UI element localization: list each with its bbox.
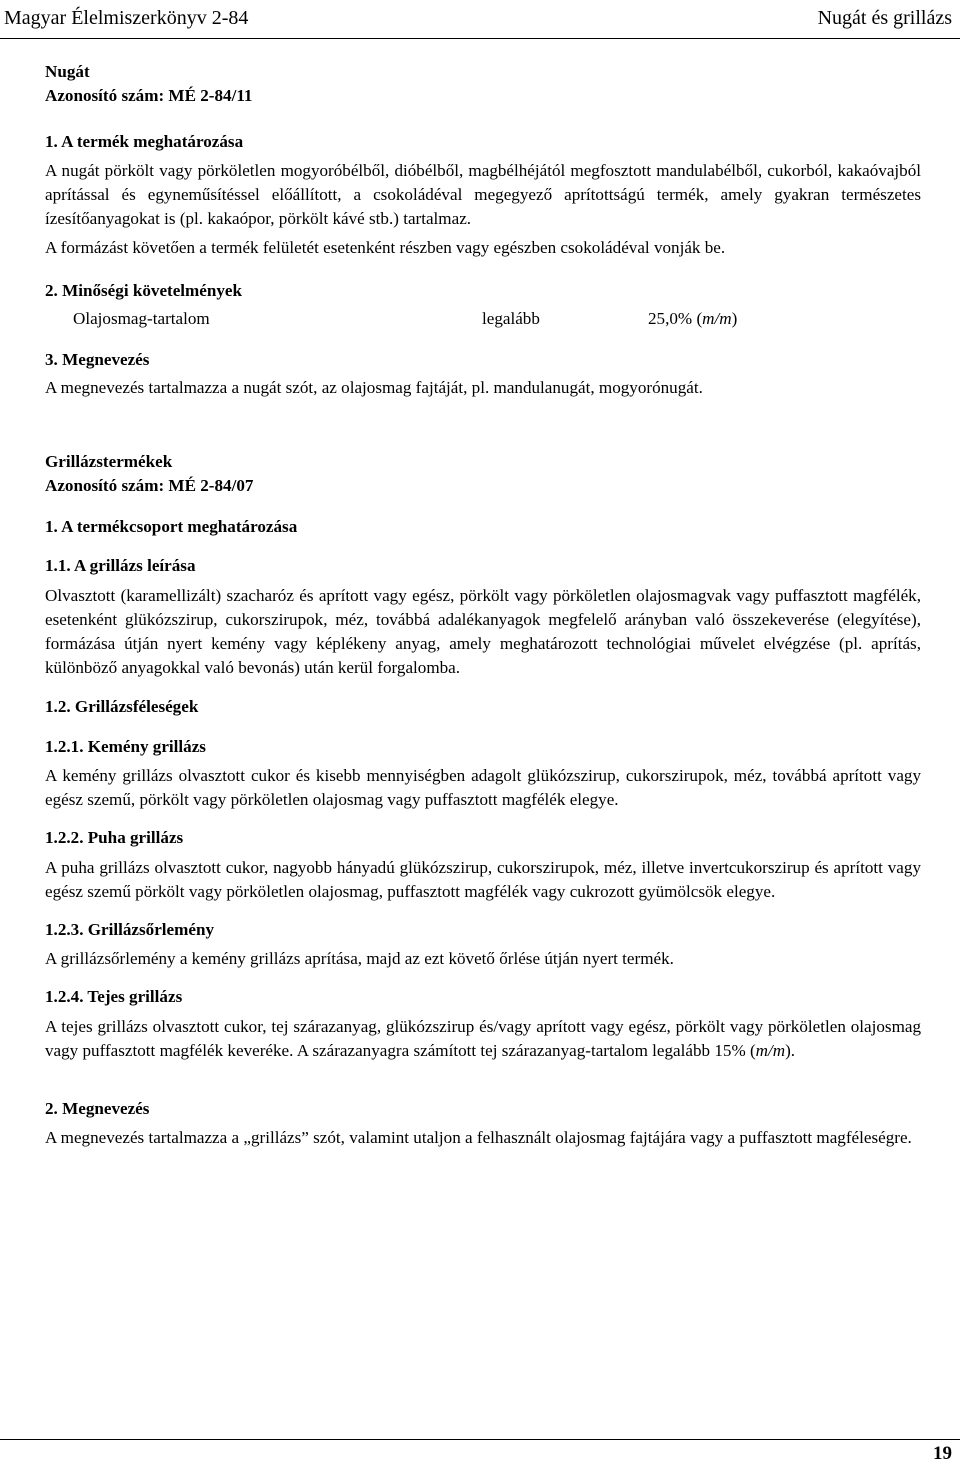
nugat-definition-paragraph: A nugát pörkölt vagy pörköletlen mogyoróbélből, dióbélből, magbélhéjától megfosztott mandulabélből, cukorból, kakaóvajból aprítással és egyneműsítéssel előállított, a csokoládéval megegyező aprítottságú termék, amely gyakran természetes ízesítőanyagokat is (pl. kakaópor, pörkölt kávé stb.) tartalmaz. xyxy=(45,160,921,229)
nugat-title: Nugát xyxy=(45,62,90,81)
grillazs-id: Azonosító szám: MÉ 2-84/07 xyxy=(45,476,254,496)
nugat-coating-paragraph: A formázást követően a termék felületét esetenként részben vagy egészben csokoládéval vonják be. xyxy=(45,238,726,258)
running-header xyxy=(0,0,960,39)
nugat-section1-heading: 1. A termék meghatározása xyxy=(45,132,244,152)
grillazs-section12-heading: 1.2. Grillázsféleségek xyxy=(45,696,199,716)
footer-divider xyxy=(0,1439,960,1440)
grillazs-section1-heading: 1. A termékcsoport meghatározása xyxy=(45,517,298,537)
requirement-operator: legalább xyxy=(482,308,540,328)
grillazs-section122-heading: 1.2.2. Puha grillázs xyxy=(45,828,184,848)
soft-grillazs-paragraph: A puha grillázs olvasztott cukor, nagyobb hányadú glükózszirup, cukorszirupok, méz, illetve invertcukorszirup és aprított vagy egész szemű pörkölt vagy pörköletlen olajosmag, puffasztott magfélék vagy cukrozott gyümölcsök elegye. xyxy=(45,857,921,901)
requirement-name: Olajosmag-tartalom xyxy=(73,308,210,328)
grillazs-section123-heading: 1.2.3. Grillázsőrlemény xyxy=(45,920,215,940)
quality-requirement-row xyxy=(45,306,921,332)
grillazs-naming-paragraph: A megnevezés tartalmazza a „grillázs” szót, valamint utaljon a felhasznált olajosmag fajtájára vagy a puffasztott magféleségre. xyxy=(45,1128,912,1148)
nugat-id: Azonosító szám: MÉ 2-84/11 xyxy=(45,86,253,106)
nugat-section2-heading: 2. Minőségi követelmények xyxy=(45,281,243,301)
grillazs-section2-heading: 2. Megnevezés xyxy=(45,1099,150,1119)
grillazs-description-paragraph: Olvasztott (karamellizált) szacharóz és aprított vagy egész, pörkölt vagy pörköletlen olajosmagvak vagy puffasztott magfélék, esetenként glükózszirup, cukorszirupok, méz, továbbá adalékanyagok megfelelő arányban való összekeverése (elegyítése), formázása útján nyert kemény vagy képlékeny anyag, amely meghatározott technológiai művelet elvégzése (pl. aprítás, különböző anyagokkal való bevonás) után kerül forgalomba. xyxy=(45,585,921,678)
hard-grillazs-paragraph: A kemény grillázs olvasztott cukor és kisebb mennyiségben adagolt glükózszirup, cukorszirupok, méz, továbbá aprított vagy egész szemű, pörkölt vagy pörköletlen olajosmag vagy puffasztott magfélék elegye. xyxy=(45,766,921,810)
grillazs-grind-paragraph: A grillázsőrlemény a kemény grillázs aprítása, majd az ezt követő őrlése útján nyert termék. xyxy=(45,949,674,969)
grillazs-section11-heading: 1.1. A grillázs leírása xyxy=(45,555,196,575)
header-book-title: Magyar Élelmiszerkönyv 2-84 xyxy=(4,7,249,29)
page-content xyxy=(45,60,921,1151)
grillazs-title: Grillázstermékek xyxy=(45,452,173,472)
nugat-section3-heading: 3. Megnevezés xyxy=(45,349,150,369)
milk-grillazs-paragraph: A tejes grillázs olvasztott cukor, tej szárazanyag, glükózszirup és/vagy aprított vagy egész, pörkölt vagy pörköletlen olajosmag vagy puffasztott magfélék keveréke. A szárazanyagra számított tej szárazanyag-tartalom legalább 15% (m/m). xyxy=(45,1016,921,1060)
grillazs-section121-heading: 1.2.1. Kemény grillázs xyxy=(45,736,206,756)
header-chapter-title: Nugát és grillázs xyxy=(817,7,952,29)
page-number: 19 xyxy=(933,1443,952,1464)
grillazs-section124-heading: 1.2.4. Tejes grillázs xyxy=(45,987,183,1007)
nugat-naming-paragraph: A megnevezés tartalmazza a nugát szót, az olajosmag fajtáját, pl. mandulanugát, mogyorónugát. xyxy=(45,377,703,397)
requirement-value: 25,0% (m/m) xyxy=(648,308,738,328)
